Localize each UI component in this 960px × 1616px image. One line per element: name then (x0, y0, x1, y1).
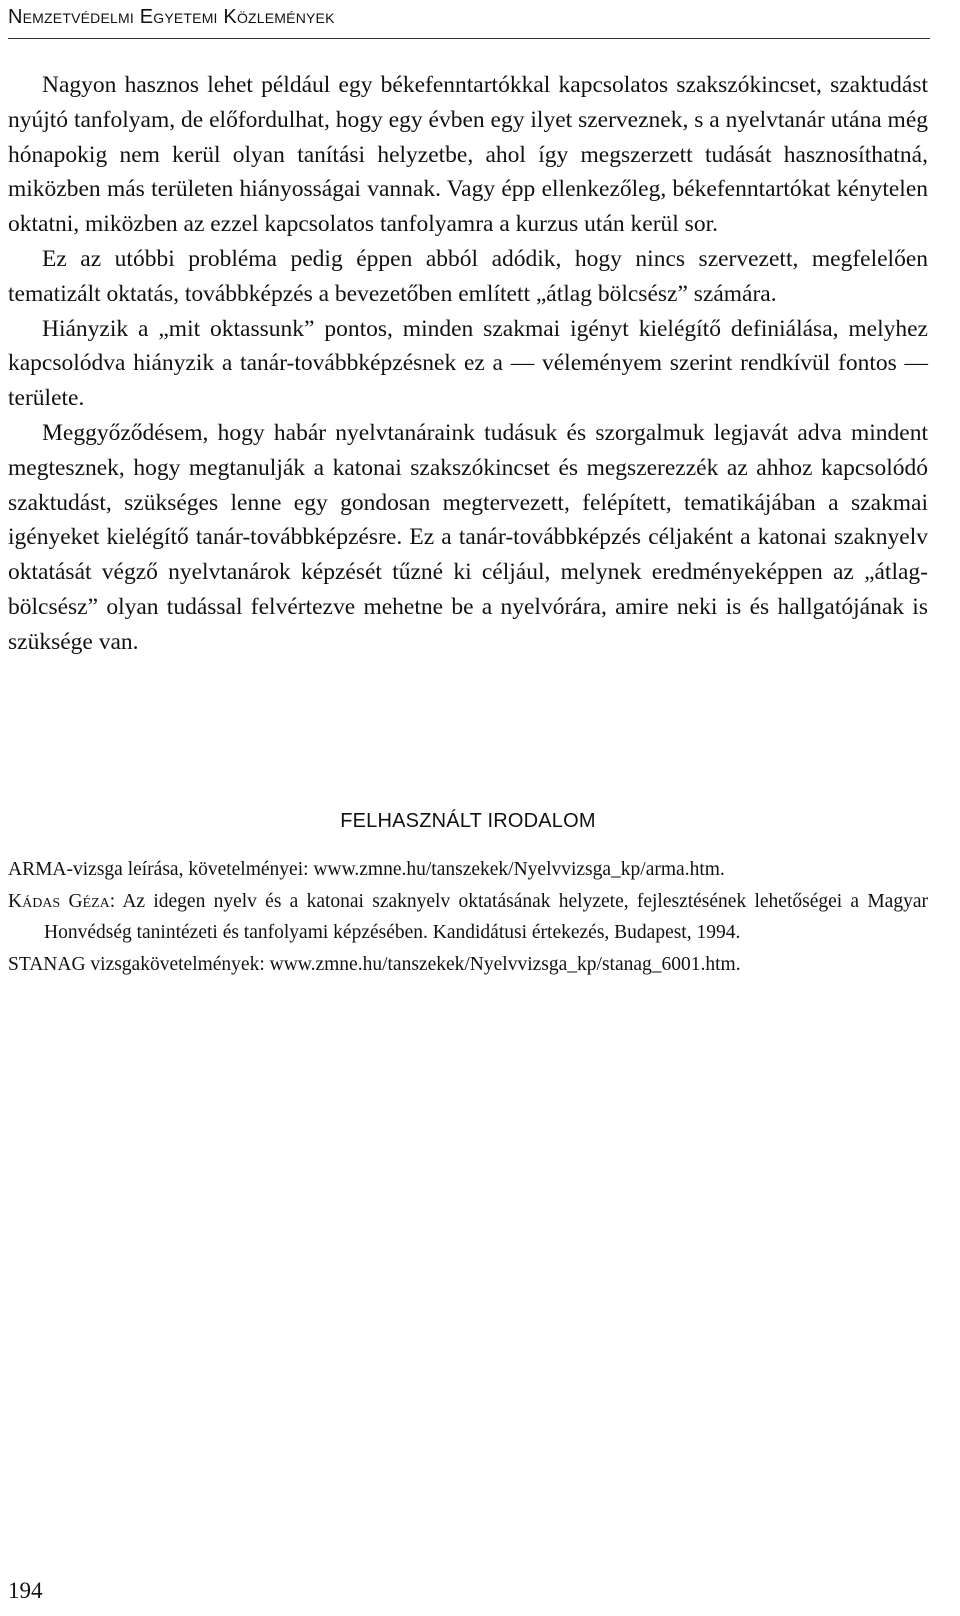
running-header: Nemzetvédelmi Egyetemi Közlemények (8, 6, 335, 28)
paragraph: Meggyőződésem, hogy habár nyelvtanáraink tudásuk és szorgalmuk legjavát adva mindent megtesznek, hogy megtanulják a katonai szakszókincset és megszerezzék az ahhoz kapcsolódó szaktudást, szükséges lenne egy gondosan megtervezett, felépített, tematikájában a szakmai igényeket kielégítő tanár-továbbképzésre. Ez a tanár-továbbképzés céljaként a katonai szaknyelv oktatását végző nyelvtanárok képzését tűzné ki céljául, melynek eredményeképpen az „átlag-bölcsész” olyan tudással felvértezve mehetne be a nyelvórára, amire neki is és hallgatójának is szüksége van. (8, 419, 928, 655)
reference-item (8, 949, 928, 981)
header-rule (8, 38, 930, 39)
reference-text: STANAG vizsgakövetelmények: www.zmne.hu/tanszekek/Nyelvvizsga_kp/stanag_6001.htm. (8, 953, 741, 975)
paragraph: Nagyon hasznos lehet például egy békefenntartókkal kapcsolatos szakszókincset, szaktudást nyújtó tanfolyam, de előfordulhat, hogy egy évben egy ilyet szerveznek, s a nyelvtanár utána még hónapokig nem kerül olyan tanítási helyzetbe, ahol így megszerzett tudását hasznosíthatná, miközben más területen hiányosságai vannak. Vagy épp ellenkezőleg, békefenntartókat kénytelen oktatni, miközben az ezzel kapcsolatos tanfolyamra a kurzus után kerül sor. (8, 72, 928, 238)
references-heading: FELHASZNÁLT IRODALOM (340, 810, 596, 832)
page-number: 194 (8, 1578, 43, 1603)
reference-author: Kádas Géza: (8, 890, 116, 912)
reference-text: ARMA-vizsga leírása, követelményei: www.zmne.hu/tanszekek/Nyelvvizsga_kp/arma.htm. (8, 859, 725, 880)
reference-item (8, 854, 928, 886)
reference-list (8, 854, 928, 980)
reference-text: Az idegen nyelv és a katonai szaknyelv oktatásának helyzete, fejlesztésének lehetőségei a Magyar Honvédség tanintézeti és tanfolyami képzésében. Kandidátusi értekezés, Budapest, 1994. (44, 890, 928, 943)
paragraph: Hiányzik a „mit oktassunk” pontos, minden szakmai igényt kielégítő definiálása, melyhez kapcsolódva hiányzik a tanár-továbbképzésnek ez a — véleményem szerint rendkívül fontos — területe. (8, 315, 928, 412)
main-text (8, 68, 928, 660)
paragraph: Ez az utóbbi probléma pedig éppen abból adódik, hogy nincs szervezett, megfelelően tematizált oktatás, továbbképzés a bevezetőben említett „átlag bölcsész” számára. (8, 245, 928, 307)
reference-item (8, 886, 928, 949)
